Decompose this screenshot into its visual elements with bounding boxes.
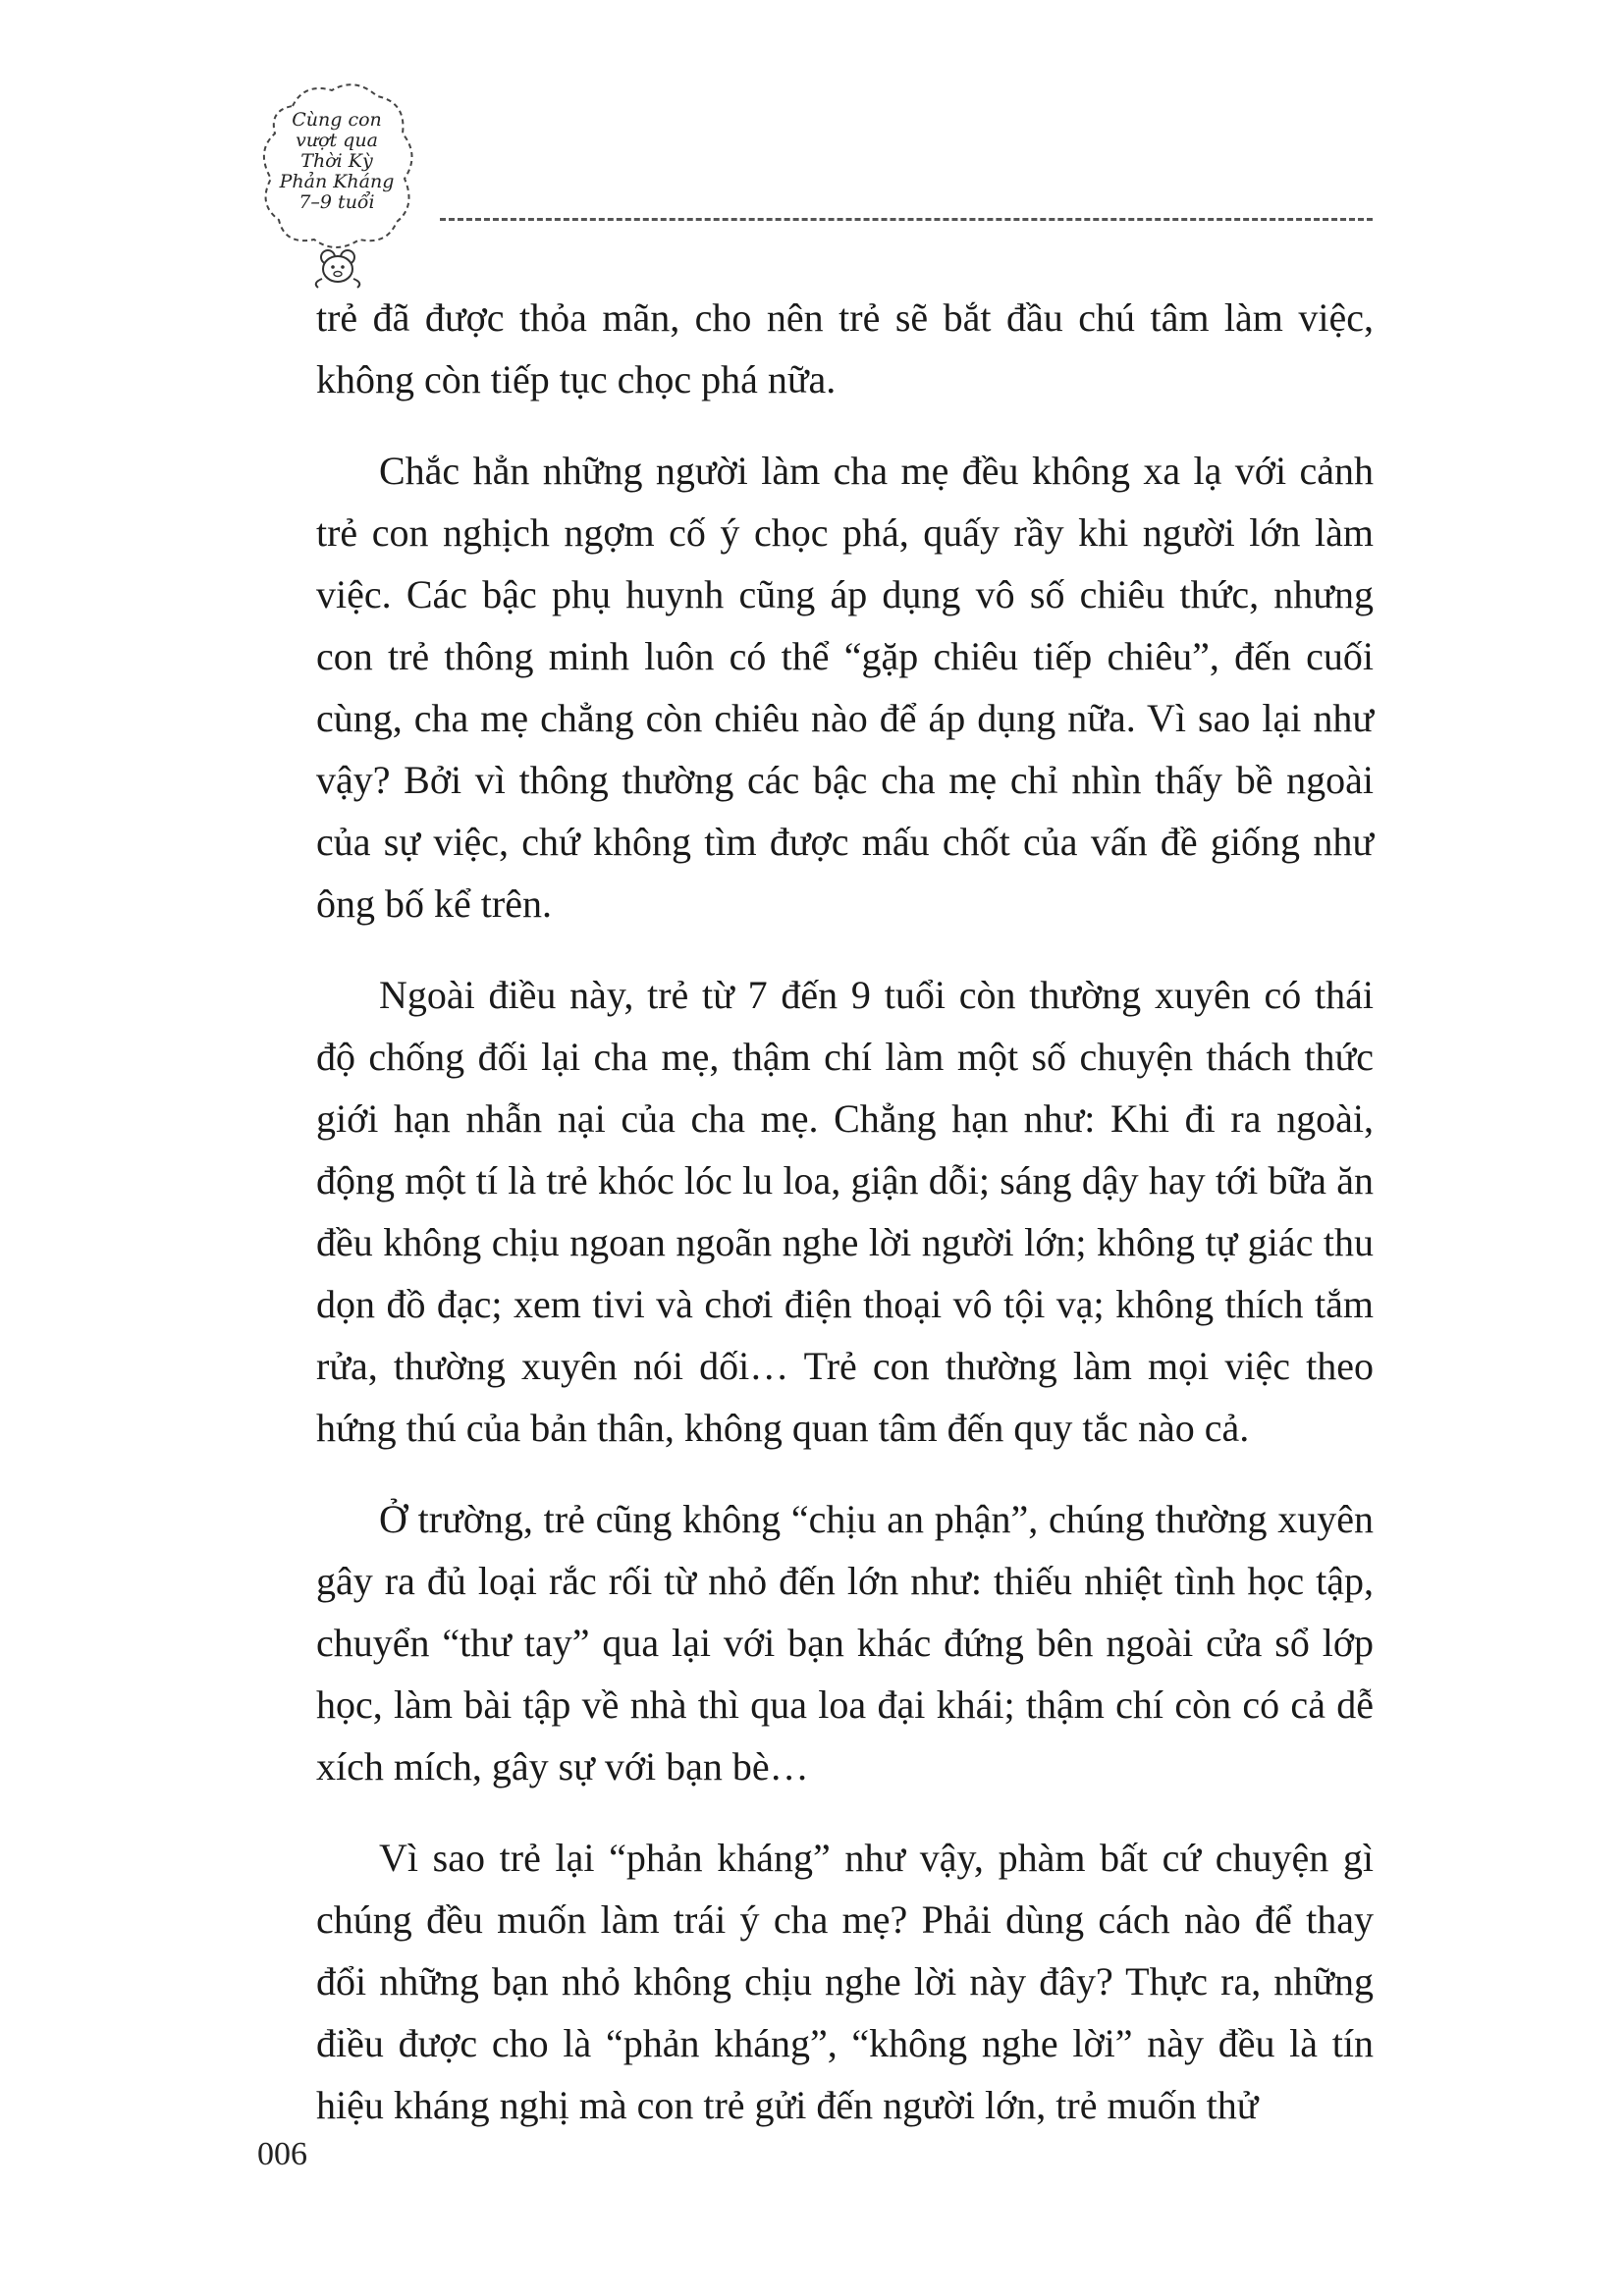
badge-line: 7–9 tuổi	[298, 191, 375, 213]
paragraph: Vì sao trẻ lại “phản kháng” như vậy, phàm bất cứ chuyện gì chúng đều muốn làm trái ý cha mẹ? Phải dùng cách nào để thay đổi những bạn nhỏ không chịu nghe lời này đây? Thực ra, những điều được cho là “phản kháng”, “không nghe lời” này đều là tín hiệu kháng nghị mà con trẻ gửi đến người lớn, trẻ muốn thử	[316, 1836, 1374, 2127]
running-header	[0, 0, 1623, 294]
badge-line: Phản Kháng	[279, 171, 395, 192]
paragraph-continuation: trẻ đã được thỏa mãn, cho nên trẻ sẽ bắt đầu chú tâm làm việc, không còn tiếp tục chọc phá nữa.	[316, 295, 1374, 401]
page-number: 006	[257, 2136, 307, 2172]
paragraph: Ngoài điều này, trẻ từ 7 đến 9 tuổi còn thường xuyên có thái độ chống đối lại cha mẹ, thậm chí làm một số chuyện thách thức giới hạn nhẫn nại của cha mẹ. Chẳng hạn như: Khi đi ra ngoài, động một tí là trẻ khóc lóc lu loa, giận dỗi; sáng dậy hay tới bữa ăn đều không chịu ngoan ngoãn nghe lời người lớn; không tự giác thu dọn đồ đạc; xem tivi và chơi điện thoại vô tội vạ; không thích tắm rửa, thường xuyên nói dối… Trẻ con thường làm mọi việc theo hứng thú của bản thân, không quan tâm đến quy tắc nào cả.	[316, 973, 1374, 1450]
paragraph: Ở trường, trẻ cũng không “chịu an phận”, chúng thường xuyên gây ra đủ loại rắc rối từ nhỏ đến lớn như: thiếu nhiệt tình học tập, chuyển “thư tay” qua lại với bạn khác đứng bên ngoài cửa sổ lớp học, làm bài tập về nhà thì qua loa đại khái; thậm chí còn có cả dễ xích mích, gây sự với bạn bè…	[316, 1497, 1374, 1789]
badge-line: Cùng con	[292, 109, 382, 131]
badge-line: Thời Kỳ	[300, 150, 373, 172]
badge-line: vượt qua	[296, 130, 378, 151]
body-text	[316, 287, 1374, 2165]
badge-title-text	[267, 110, 406, 213]
book-title-badge	[253, 77, 420, 293]
header-dashed-rule	[440, 218, 1373, 221]
paragraph: Chắc hẳn những người làm cha mẹ đều không xa lạ với cảnh trẻ con nghịch ngợm cố ý chọc phá, quấy rầy khi người lớn làm việc. Các bậc phụ huynh cũng áp dụng vô số chiêu thức, nhưng con trẻ thông minh luôn có thể “gặp chiêu tiếp chiêu”, đến cuối cùng, cha mẹ chẳng còn chiêu nào để áp dụng nữa. Vì sao lại như vậy? Bởi vì thông thường các bậc cha mẹ chỉ nhìn thấy bề ngoài của sự việc, chứ không tìm được mấu chốt của vấn đề giống như ông bố kể trên.	[316, 449, 1374, 926]
